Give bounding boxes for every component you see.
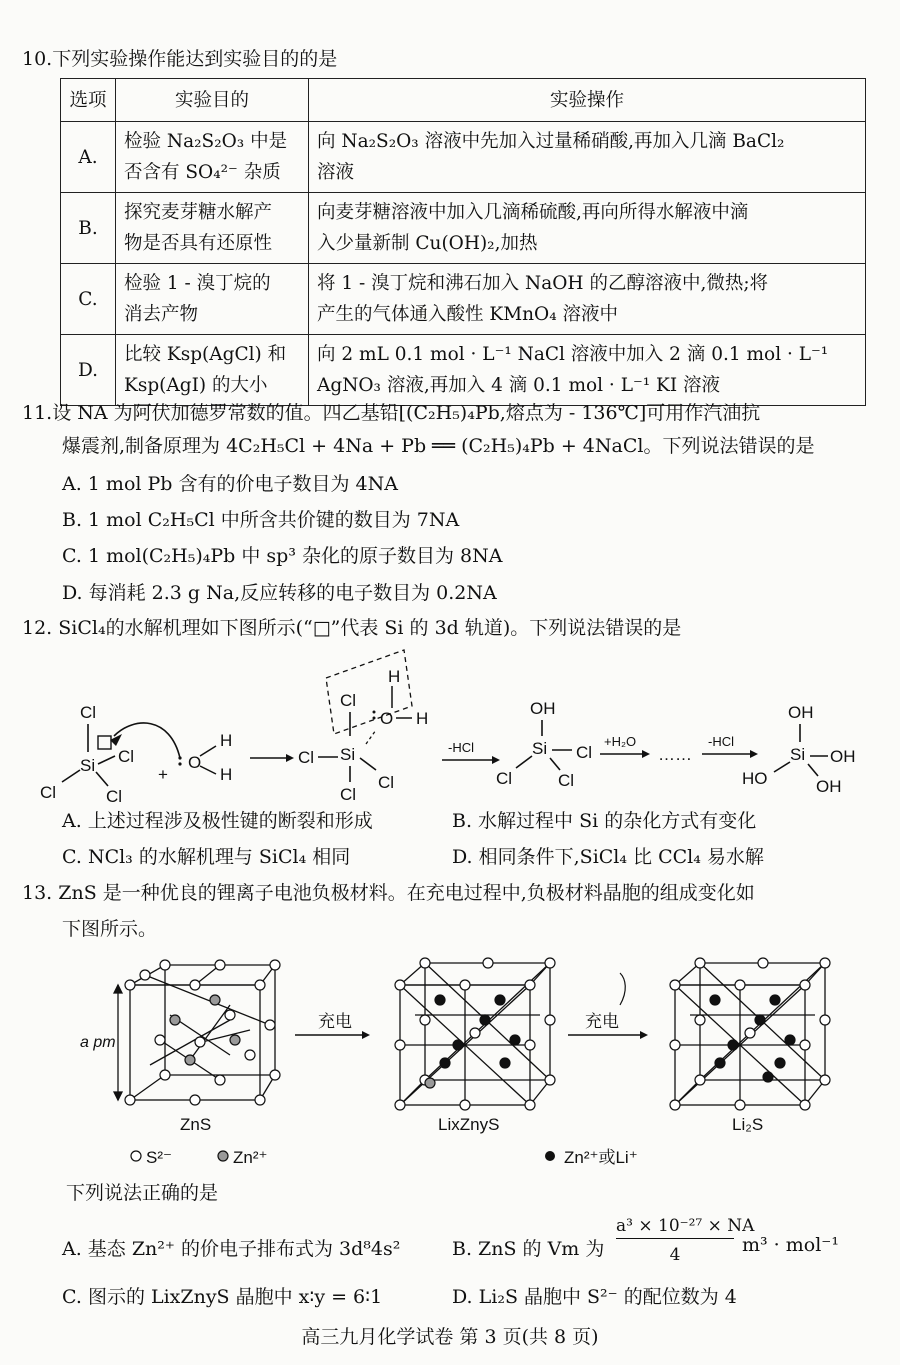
atom-label: OH — [830, 747, 856, 766]
row-option: A. — [61, 122, 116, 193]
q11-option-b: B. 1 mol C₂H₅Cl 中所含共价键的数目为 7NA — [62, 509, 460, 531]
3d-orbital-square-icon — [98, 736, 111, 749]
operation-line: 溶液 — [317, 162, 355, 183]
cell-name-zns: ZnS — [180, 1115, 212, 1134]
charge-arrow-label: 充电 — [585, 1012, 619, 1031]
zn2-legend-icon — [218, 1151, 228, 1161]
table-header-row — [61, 79, 866, 122]
row-purpose — [116, 264, 309, 335]
atom-label: OH — [788, 703, 814, 722]
q13-option-a: A. 基态 Zn²⁺ 的价电子排布式为 3d⁸4s² — [62, 1238, 401, 1260]
atom-label: Cl — [298, 748, 315, 767]
atom-label: O — [188, 753, 202, 772]
experiment-table — [60, 78, 866, 406]
header-operation: 实验操作 — [309, 79, 866, 122]
q12-stem: 12. SiCl₄的水解机理如下图所示(“□”代表 Si 的 3d 轨道)。下列说法错误的是 — [22, 617, 682, 639]
atom-label: Cl — [576, 743, 593, 762]
q13-option-c: C. 图示的 LixZnyS 晶胞中 x∶y = 6∶1 — [62, 1286, 383, 1308]
atom-label: Cl — [558, 771, 575, 790]
operation-line: 向 Na₂S₂O₃ 溶液中先加入过量稀硝酸,再加入几滴 BaCl₂ — [317, 131, 785, 152]
atom-label: H — [220, 731, 233, 750]
row-option: B. — [61, 193, 116, 264]
atom-label: HO — [742, 769, 768, 788]
atom-label: OH — [816, 777, 842, 796]
q12-option-c: C. NCl₃ 的水解机理与 SiCl₄ 相同 — [62, 846, 351, 868]
purpose-line: 检验 Na₂S₂O₃ 中是 — [124, 131, 288, 152]
operation-line: 向 2 mL 0.1 mol · L⁻¹ NaCl 溶液中加入 2 滴 0.1 mol · L⁻¹ — [317, 344, 829, 365]
q12-option-a: A. 上述过程涉及极性键的断裂和形成 — [62, 810, 373, 832]
legend-zn2: Zn²⁺ — [233, 1148, 268, 1167]
crystal-cells-diagram — [80, 945, 840, 1175]
purpose-line: 比较 Ksp(AgCl) 和 — [124, 344, 287, 365]
zns-atoms — [125, 960, 280, 1105]
q13-option-b-unit: m³ · mol⁻¹ — [742, 1234, 839, 1256]
q13-option-b-denominator: 4 — [669, 1245, 681, 1265]
purpose-line: 检验 1 - 溴丁烷的 — [124, 273, 271, 294]
water-molecule — [178, 731, 232, 784]
q12-option-d: D. 相同条件下,SiCl₄ 比 CCl₄ 易水解 — [452, 846, 764, 868]
purpose-line: 物是否具有还原性 — [124, 233, 273, 254]
table-row — [61, 122, 866, 193]
s2-legend-icon — [131, 1151, 141, 1161]
q10-stem: 10.下列实验操作能达到实验目的的是 — [22, 48, 338, 70]
arrow-label-minus-hcl: -HCl — [448, 740, 474, 755]
atom-label: Cl — [340, 785, 357, 804]
plus-sign: + — [158, 765, 168, 784]
q11-stem-line2: 爆震剂,制备原理为 4C₂H₅Cl + 4Na + Pb ══ (C₂H₅)₄Pb + 4NaCl。下列说法错误的是 — [62, 435, 815, 457]
header-option: 选项 — [61, 79, 116, 122]
row-option: C. — [61, 264, 116, 335]
atom-label: H — [416, 709, 429, 728]
atom-label: Cl — [496, 769, 513, 788]
table-row — [61, 264, 866, 335]
row-purpose — [116, 193, 309, 264]
table-row — [61, 335, 866, 406]
q13-option-b: B. ZnS 的 Vm 为 — [452, 1238, 605, 1260]
operation-line: AgNO₃ 溶液,再加入 4 滴 0.1 mol · L⁻¹ KI 溶液 — [317, 375, 721, 396]
header-purpose: 实验目的 — [116, 79, 309, 122]
row-purpose — [116, 335, 309, 406]
atom-label: Si — [340, 745, 356, 764]
q12-option-b: B. 水解过程中 Si 的杂化方式有变化 — [452, 810, 757, 832]
arrow-label-minus-hcl: -HCl — [708, 734, 734, 749]
atom-label: Cl — [80, 703, 97, 722]
q13-option-b-numerator: a³ × 10⁻²⁷ × NA — [616, 1216, 734, 1239]
zn-or-li-legend-icon — [545, 1151, 555, 1161]
atom-label: Cl — [378, 773, 395, 792]
page-footer: 高三九月化学试卷 第 3 页(共 8 页) — [301, 1326, 599, 1348]
table-row — [61, 193, 866, 264]
purpose-line: 消去产物 — [124, 304, 199, 325]
legend-zn-or-li: Zn²⁺或Li⁺ — [564, 1148, 638, 1167]
row-operation — [309, 264, 866, 335]
operation-line: 将 1 - 溴丁烷和沸石加入 NaOH 的乙醇溶液中,微热;将 — [317, 273, 769, 294]
atom-label: Cl — [40, 783, 57, 802]
ellipsis: …… — [658, 745, 692, 764]
atom-label: Si — [790, 745, 806, 764]
purpose-line: 探究麦芽糖水解产 — [124, 202, 273, 223]
atom-label: Cl — [340, 691, 357, 710]
atom-label: H — [388, 667, 401, 686]
atom-label: Cl — [106, 787, 123, 805]
charge-arrow-label: 充电 — [318, 1012, 352, 1031]
hydrolysis-mechanism-diagram — [30, 640, 870, 805]
atom-label: OH — [530, 699, 556, 718]
q13-prompt: 下列说法正确的是 — [66, 1182, 219, 1204]
edge-length-label: a pm — [80, 1034, 116, 1051]
q13-option-d: D. Li₂S 晶胞中 S²⁻ 的配位数为 4 — [452, 1286, 737, 1308]
sicl4-molecule — [40, 703, 180, 805]
atom-label: O — [380, 709, 394, 728]
operation-line: 向麦芽糖溶液中加入几滴稀硫酸,再向所得水解液中滴 — [317, 202, 749, 223]
q11-stem-line1: 11.设 NA 为阿伏加德罗常数的值。四乙基铅[(C₂H₅)₄Pb,熔点为 - 136℃]可用作汽油抗 — [22, 402, 761, 424]
atom-label: Si — [532, 739, 548, 758]
atom-label: Si — [80, 756, 96, 775]
purpose-line: Ksp(AgI) 的大小 — [124, 375, 268, 396]
row-operation — [309, 122, 866, 193]
purpose-line: 否含有 SO₄²⁻ 杂质 — [124, 162, 281, 183]
atom-label: H — [220, 765, 233, 784]
q11-option-a: A. 1 mol Pb 含有的价电子数目为 4NA — [62, 473, 398, 495]
dashed-orbital-box — [326, 650, 412, 734]
silicic-acid-molecule — [742, 703, 856, 796]
intermediate-molecule — [298, 650, 428, 804]
operation-line: 产生的气体通入酸性 KMnO₄ 溶液中 — [317, 304, 619, 325]
q11-option-d: D. 每消耗 2.3 g Na,反应转移的电子数目为 0.2NA — [62, 582, 497, 604]
row-operation — [309, 193, 866, 264]
arrow-label-plus-water: +H₂O — [604, 734, 637, 749]
legend-s2: S²⁻ — [146, 1148, 172, 1167]
q13-stem-line1: 13. ZnS 是一种优良的锂离子电池负极材料。在充电过程中,负极材料晶胞的组成变化如 — [22, 882, 755, 904]
operation-line: 入少量新制 Cu(OH)₂,加热 — [317, 233, 538, 254]
row-operation — [309, 335, 866, 406]
cell-name-lixznys: LixZnyS — [438, 1115, 500, 1134]
cell-name-li2s: Li₂S — [732, 1115, 764, 1134]
q13-stem-line2: 下图所示。 — [62, 918, 158, 940]
product-molecule-1 — [496, 699, 592, 790]
zns-unit-cell — [130, 965, 275, 1100]
row-purpose — [116, 122, 309, 193]
atom-label: Cl — [118, 747, 135, 766]
q11-option-c: C. 1 mol(C₂H₅)₄Pb 中 sp³ 杂化的原子数目为 8NA — [62, 545, 503, 567]
row-option: D. — [61, 335, 116, 406]
